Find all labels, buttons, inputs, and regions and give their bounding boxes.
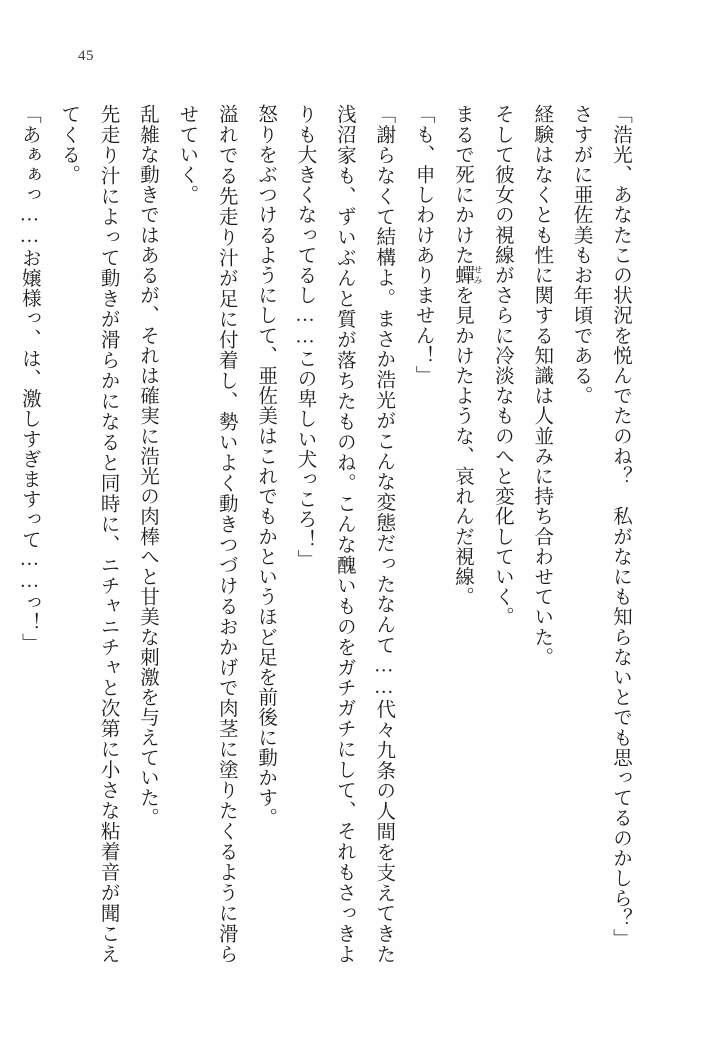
paragraph: 乱雑な動きではあるが、それは確実に浩光の肉棒へと甘美な刺激を与えていた。 xyxy=(137,104,158,828)
paragraph: 怒りをぶつけるようにして、亜佐美はこれでもかというほど足を前後に動かす。 xyxy=(255,104,277,828)
paragraph: 先走り汁によって動きが滑らかになると同時に、ニチャニチャと次第に小さな粘着音が聞こえてくる。 xyxy=(58,104,119,964)
paragraph: そして彼女の視線がさらに冷淡なものへと変化していく。 xyxy=(491,104,513,627)
paragraph: 溢れでる先走り汁が足に付着し、勢いよく動きつづけるおかげで肉茎に塗りたくるように滑らせていく。 xyxy=(176,104,237,964)
ruby-term: 蟬 せみ xyxy=(452,264,483,285)
paragraph: 経験はなくとも性に関する知識は人並みに持ち合わせていた。 xyxy=(531,104,553,667)
paragraph: 「浩光、あなたこの状況を悦んでたのね？ 私がなにも知らないとでも思ってるのかしら？」 xyxy=(610,104,631,949)
paragraph: まるで死にかけた蟬 せみを見かけたような、哀れんだ視線。 xyxy=(452,104,483,607)
paragraph: 「も、申しわけありません！」 xyxy=(412,104,434,386)
page-number: 45 xyxy=(78,48,94,64)
paragraph: 「あぁぁっ……お嬢様っ、は、激しすぎますって……っ！」 xyxy=(18,104,40,653)
ruby-reading: せみ xyxy=(472,264,483,285)
paragraph: 「謝らなくて結構よ。まさか浩光がこんな変態だったなんて……代々九条の人間を支えてきた浅沼家も、ずいぶんと質が落ちたものね。こんな醜いものをガチガチにして、それもさっきよりも大きくなってるし……この卑しい犬っころ！」 xyxy=(294,104,395,964)
paragraph: さすがに亜佐美もお年頃である。 xyxy=(570,104,592,406)
vertical-text-body xyxy=(18,104,640,964)
